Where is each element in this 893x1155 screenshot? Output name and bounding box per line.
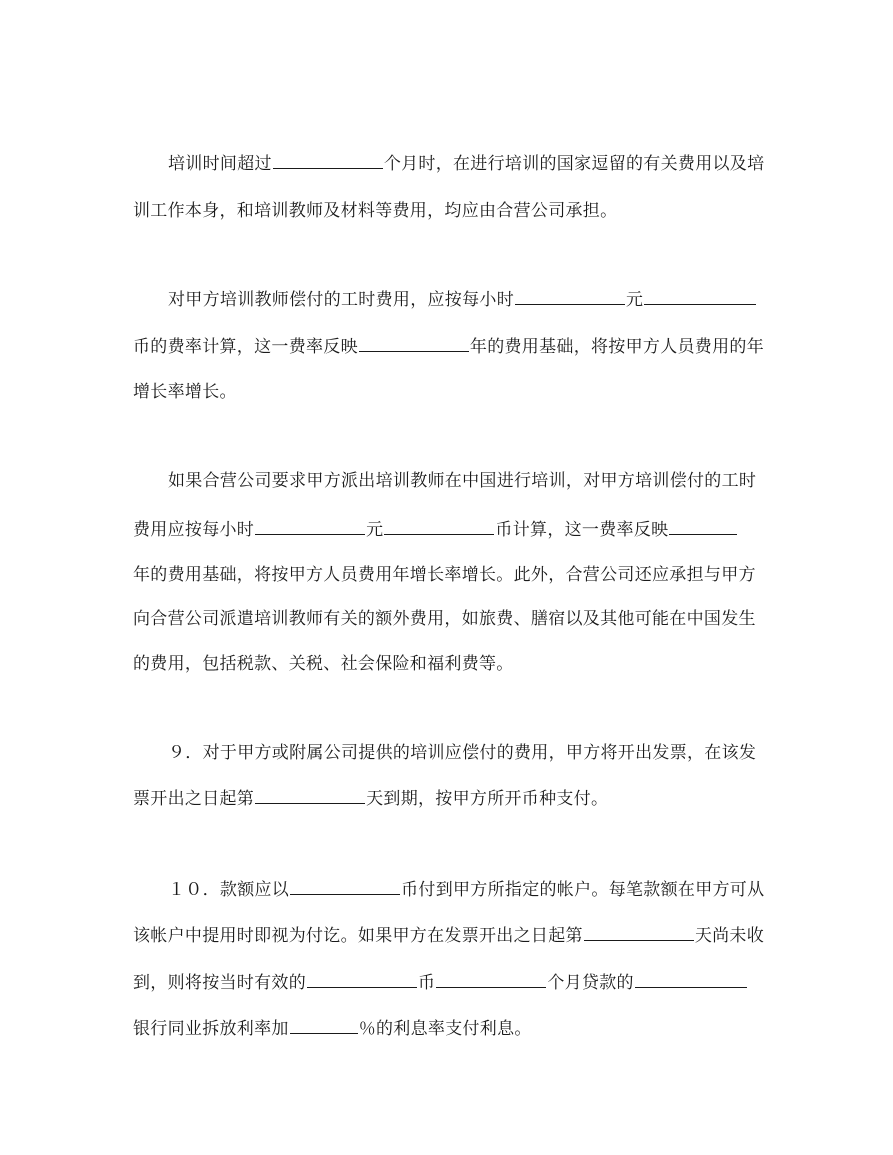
text-segment: 年的费用基础，将按甲方人员费用的年 <box>469 337 765 357</box>
fill-in-blank[interactable] <box>644 287 756 305</box>
paragraph-3-line-2 <box>133 517 738 542</box>
fill-in-blank[interactable] <box>290 877 400 895</box>
fill-in-blank[interactable] <box>359 334 469 352</box>
fill-in-blank[interactable] <box>584 923 694 941</box>
fill-in-blank[interactable] <box>436 970 546 988</box>
fill-in-blank[interactable] <box>384 517 494 535</box>
text-segment: 天尚未收 <box>694 926 765 946</box>
paragraph-3-line-3 <box>133 563 756 587</box>
text-segment: 个月贷款的 <box>547 973 634 993</box>
paragraph-5-line-4 <box>133 1016 532 1041</box>
text-segment: 费用应按每小时 <box>133 520 255 540</box>
text-segment: ％的利息率支付利息。 <box>358 1019 532 1039</box>
paragraph-3-line-5 <box>133 652 514 676</box>
fill-in-blank[interactable] <box>635 970 747 988</box>
fill-in-blank[interactable] <box>307 970 417 988</box>
fill-in-blank[interactable] <box>669 517 737 535</box>
text-segment: 币的费率计算，这一费率反映 <box>133 337 358 357</box>
paragraph-5-line-2 <box>133 923 764 948</box>
text-segment: 增长率增长。 <box>133 382 237 402</box>
paragraph-2-line-2 <box>133 334 764 359</box>
text-segment: 的费用，包括税款、关税、社会保险和福利费等。 <box>133 654 514 674</box>
paragraph-2-line-1 <box>168 287 757 312</box>
fill-in-blank[interactable] <box>273 151 383 169</box>
text-segment: 币计算，这一费率反映 <box>495 520 669 540</box>
fill-in-blank[interactable] <box>290 1016 358 1034</box>
text-segment: 到，则将按当时有效的 <box>133 973 306 993</box>
text-segment: 向合营公司派遣培训教师有关的额外费用，如旅费、膳宿以及其他可能在中国发生 <box>133 609 756 629</box>
paragraph-1-line-1 <box>168 151 764 176</box>
text-segment: 币付到甲方所指定的帐户。每笔款额在甲方可从 <box>401 880 765 900</box>
text-segment: 元 <box>626 290 644 310</box>
text-segment: 如果合营公司要求甲方派出培训教师在中国进行培训，对甲方培训偿付的工时 <box>168 471 757 491</box>
text-segment: ９．对于甲方或附属公司提供的培训应偿付的费用，甲方将开出发票，在该发 <box>168 743 757 763</box>
paragraph-5-line-3 <box>133 970 748 995</box>
fill-in-blank[interactable] <box>255 786 365 804</box>
text-segment: １０．款额应以 <box>168 880 290 900</box>
text-segment: 年的费用基础，将按甲方人员费用年增长率增长。此外，合营公司还应承担与甲方 <box>133 565 756 585</box>
text-segment: 银行同业拆放利率加 <box>133 1019 289 1039</box>
paragraph-3-line-1 <box>168 469 756 493</box>
paragraph-3-line-4 <box>133 607 756 631</box>
paragraph-1-line-2 <box>133 199 617 223</box>
text-segment: 训工作本身，和培训教师及材料等费用，均应由合营公司承担。 <box>133 201 618 221</box>
text-segment: 个月时，在进行培训的国家逗留的有关费用以及培 <box>383 154 765 174</box>
fill-in-blank[interactable] <box>255 517 365 535</box>
text-segment: 元 <box>366 520 384 540</box>
text-segment: 天到期，按甲方所开币种支付。 <box>366 789 609 809</box>
fill-in-blank[interactable] <box>515 287 625 305</box>
paragraph-4-line-2 <box>133 786 608 811</box>
text-segment: 该帐户中提用时即视为付讫。如果甲方在发票开出之日起第 <box>133 926 583 946</box>
text-segment: 培训时间超过 <box>168 154 272 174</box>
paragraph-2-line-3 <box>133 380 237 404</box>
text-segment: 币 <box>418 973 436 993</box>
text-segment: 票开出之日起第 <box>133 789 255 809</box>
paragraph-4-line-1 <box>168 741 756 765</box>
paragraph-5-line-1 <box>168 877 764 902</box>
text-segment: 对甲方培训教师偿付的工时费用，应按每小时 <box>168 290 514 310</box>
